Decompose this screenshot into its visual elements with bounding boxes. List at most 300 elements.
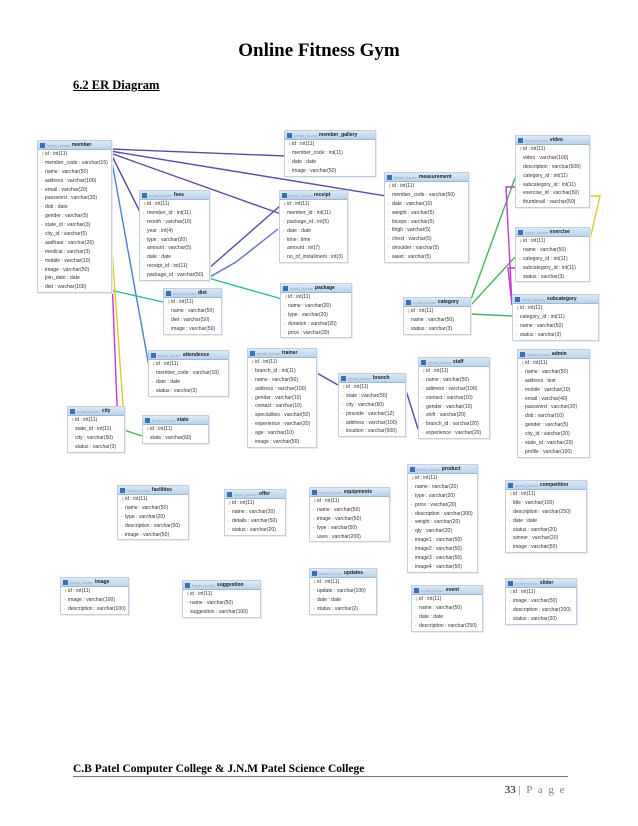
field-label: address : varchar(100) (255, 385, 307, 392)
table-name: subcategory (546, 296, 577, 302)
page-title: Online Fitness Gym (238, 40, 400, 61)
table-field (280, 209, 347, 218)
table-field (225, 508, 285, 517)
table-icon (518, 230, 523, 235)
field-label: gender : varchar(5) (45, 213, 89, 220)
primary-key-icon: ⚷ (64, 588, 68, 593)
table-field (68, 425, 124, 434)
primary-key-icon: ⚷ (251, 359, 255, 364)
table-header[interactable] (516, 228, 589, 237)
field-label: package_id : int(5) (287, 218, 329, 225)
table-name: image (94, 579, 110, 585)
column-icon: ◦ (288, 158, 290, 164)
table-field (516, 246, 589, 255)
table-field (404, 325, 470, 334)
table-field (516, 172, 589, 181)
database-name: beast_house (234, 491, 257, 497)
table-header[interactable] (516, 136, 589, 145)
table-header[interactable] (61, 578, 128, 587)
table-field (61, 587, 128, 596)
table-header[interactable] (506, 579, 576, 588)
table-field (506, 517, 586, 526)
primary-key-icon: ⚷ (388, 183, 392, 188)
field-label: dob : varchar(10) (525, 413, 564, 420)
database-name: beast_house (319, 489, 342, 495)
column-icon: ◦ (342, 428, 344, 434)
database-name: beast_house (149, 192, 172, 198)
field-label: exercise_id : varchar(50) (523, 190, 580, 197)
field-label: date : varchar(10) (392, 200, 433, 207)
field-label: id : int(11) (317, 498, 340, 504)
column-icon: ◦ (521, 404, 523, 410)
table-field (38, 274, 111, 283)
field-label: image : varchar(50) (513, 597, 558, 604)
field-label: email : varchar(40) (525, 395, 568, 402)
column-icon: ◦ (519, 172, 521, 178)
table-name: branch (372, 375, 390, 381)
column-icon: ◦ (422, 412, 424, 418)
table-measurement[interactable] (384, 172, 469, 263)
table-field (310, 497, 389, 506)
field-label: state_id : varchar(20) (525, 440, 574, 447)
table-field (404, 307, 470, 316)
table-header[interactable] (385, 173, 468, 182)
table-header[interactable] (68, 407, 124, 416)
field-label: image1 : varchar(50) (415, 537, 462, 544)
table-header[interactable] (285, 131, 375, 140)
primary-key-icon: ⚷ (519, 146, 523, 151)
table-header[interactable] (280, 191, 347, 200)
table-header[interactable] (419, 358, 489, 367)
column-icon: ◦ (388, 209, 390, 215)
table-field (140, 227, 209, 236)
table-icon (312, 571, 317, 576)
page-label: | P a g e (518, 784, 566, 796)
relation-member-diet (110, 290, 163, 302)
table-field (518, 359, 589, 368)
column-icon: ◦ (519, 199, 521, 205)
table-name: trainer (281, 350, 298, 356)
table-admin[interactable] (517, 349, 590, 458)
table-field (513, 304, 598, 313)
table-field (516, 181, 589, 190)
table-branch[interactable] (338, 373, 406, 437)
table-field (408, 518, 477, 527)
field-label: id : int(11) (513, 491, 536, 497)
column-icon: ◦ (251, 376, 253, 382)
field-label: id : int(11) (68, 588, 91, 594)
field-label: id : int(11) (125, 496, 148, 502)
table-field (281, 302, 351, 311)
primary-key-icon: ⚷ (313, 579, 317, 584)
table-name: measurement (418, 174, 452, 180)
table-name: exercise (549, 229, 570, 235)
table-field (385, 200, 468, 209)
table-header[interactable] (143, 416, 208, 425)
table-header[interactable] (248, 349, 316, 358)
primary-key-icon: ⚷ (283, 201, 287, 206)
table-field (518, 448, 589, 457)
field-label: date : date (287, 227, 312, 234)
table-image[interactable] (60, 577, 129, 615)
primary-key-icon: ⚷ (313, 498, 317, 503)
field-label: id : int(11) (171, 299, 194, 305)
table-field (518, 403, 589, 412)
table-equipments[interactable] (309, 487, 390, 542)
table-facilities[interactable] (117, 485, 189, 540)
table-header[interactable] (310, 488, 389, 497)
field-label: details : varchar(50) (232, 517, 278, 524)
table-field (516, 198, 589, 207)
table-header[interactable] (225, 490, 285, 499)
table-field (281, 311, 351, 320)
table-header[interactable] (140, 191, 209, 200)
table-field (412, 613, 482, 622)
field-label: location : varchar(500) (346, 428, 397, 435)
field-label: password : varchar(20) (45, 195, 98, 202)
field-label: package_id : varchar(50) (147, 272, 204, 279)
field-label: title : varchar(100) (513, 499, 555, 506)
field-label: state : varchar(50) (346, 392, 388, 399)
table-field (248, 385, 316, 394)
table-receipt[interactable] (279, 190, 348, 263)
field-label: qty : varchar(20) (415, 528, 453, 535)
table-field (149, 369, 228, 378)
column-icon: ◦ (411, 563, 413, 569)
table-field (248, 394, 316, 403)
table-field (248, 411, 316, 420)
table-updates[interactable] (309, 568, 377, 615)
relation-category-video (470, 178, 515, 302)
field-label: description : varchar(100) (68, 605, 126, 612)
table-field (164, 316, 221, 325)
field-label: chest : varchar(5) (392, 236, 432, 243)
table-subcategory[interactable] (512, 294, 599, 341)
column-icon: ◦ (284, 320, 286, 326)
table-field (140, 236, 209, 245)
table-field (118, 495, 188, 504)
column-icon: ◦ (407, 325, 409, 331)
field-label: shoulder : varchar(5) (392, 245, 439, 252)
table-staff[interactable] (418, 357, 490, 439)
field-label: type : varchar(50) (317, 524, 357, 531)
column-icon: ◦ (342, 410, 344, 416)
column-icon: ◦ (422, 430, 424, 436)
table-field (506, 588, 576, 597)
column-icon: ◦ (71, 425, 73, 431)
table-icon (341, 376, 346, 381)
field-label: year : int(4) (147, 227, 173, 234)
field-label: image : varchar(100) (68, 596, 115, 603)
column-icon: ◦ (521, 368, 523, 374)
table-icon (40, 143, 45, 148)
database-name: beast_house (428, 359, 451, 365)
table-icon (282, 193, 287, 198)
column-icon: ◦ (521, 377, 523, 383)
field-label: address : text (525, 377, 556, 384)
table-field (280, 227, 347, 236)
table-fees[interactable] (139, 190, 210, 281)
table-field (248, 376, 316, 385)
column-icon: ◦ (415, 613, 417, 619)
table-icon (166, 291, 171, 296)
table-field (518, 439, 589, 448)
field-label: city : varchar(50) (346, 401, 384, 408)
table-field (518, 421, 589, 430)
table-field (285, 140, 375, 149)
section-heading: 6.2 ER Diagram (73, 78, 160, 92)
table-header[interactable] (408, 465, 477, 474)
table-field (513, 331, 598, 340)
column-icon: ◦ (415, 622, 417, 628)
column-icon: ◦ (251, 421, 253, 427)
column-icon: ◦ (121, 522, 123, 528)
table-icon (227, 492, 232, 497)
column-icon: ◦ (283, 209, 285, 215)
column-icon: ◦ (509, 597, 511, 603)
table-field (38, 186, 111, 195)
table-field (385, 244, 468, 253)
table-member-gallery[interactable] (284, 130, 376, 177)
database-name: beast_house (527, 351, 550, 357)
database-name: beast_house (413, 299, 436, 305)
table-field (281, 329, 351, 338)
field-label: update : varchar(100) (317, 587, 366, 594)
table-field (408, 483, 477, 492)
footer-college: C.B Patel Computer College & J.N.M Patel Science College (73, 763, 365, 775)
table-field (408, 536, 477, 545)
table-event[interactable] (411, 585, 483, 632)
table-field (408, 492, 477, 501)
table-field (61, 605, 128, 614)
column-icon: ◦ (41, 213, 43, 219)
table-header[interactable] (118, 486, 188, 495)
table-field (516, 189, 589, 198)
field-label: description : varchar(100) (513, 606, 571, 613)
field-label: name : varchar(50) (419, 604, 463, 611)
column-icon: ◦ (342, 392, 344, 398)
field-label: id : int(11) (288, 294, 311, 300)
table-package[interactable] (280, 283, 352, 338)
field-label: description : varchar(300) (415, 510, 473, 517)
table-field (118, 531, 188, 540)
field-label: dob : date (45, 204, 68, 211)
table-field (285, 149, 375, 158)
database-name: beast_house (152, 417, 175, 423)
column-icon: ◦ (313, 533, 315, 539)
column-icon: ◦ (342, 401, 344, 407)
table-header[interactable] (281, 284, 351, 293)
table-field (419, 420, 489, 429)
relation-branch-staff (404, 384, 418, 429)
field-label: description : varchar(250) (419, 622, 477, 629)
table-exercise[interactable] (515, 227, 590, 282)
table-header[interactable] (339, 374, 405, 383)
page-number-value: 33 (504, 784, 516, 796)
column-icon: ◦ (388, 200, 390, 206)
table-field (164, 298, 221, 307)
table-field (518, 412, 589, 421)
table-icon (520, 352, 525, 357)
table-city[interactable] (67, 406, 125, 453)
table-category[interactable] (403, 297, 471, 335)
database-name: beast_house (294, 132, 317, 138)
column-icon: ◦ (509, 615, 511, 621)
table-field (149, 387, 228, 396)
column-icon: ◦ (509, 606, 511, 612)
table-field (38, 248, 111, 257)
column-icon: ◦ (64, 596, 66, 602)
table-state[interactable] (142, 415, 209, 444)
table-header[interactable] (310, 569, 376, 578)
table-name: fees (173, 192, 184, 198)
table-header[interactable] (404, 298, 470, 307)
column-icon: ◦ (167, 325, 169, 331)
column-icon: ◦ (143, 254, 145, 260)
table-attendence[interactable] (148, 350, 229, 397)
column-icon: ◦ (422, 421, 424, 427)
column-icon: ◦ (411, 519, 413, 525)
table-member[interactable] (37, 140, 112, 293)
table-slider[interactable] (505, 578, 577, 625)
table-name: member (71, 142, 92, 148)
table-field (280, 244, 347, 253)
database-name: beast_house (394, 174, 417, 180)
relation-category-subcategory (470, 314, 512, 316)
field-label: name : varchar(20) (232, 508, 276, 515)
column-icon: ◦ (407, 316, 409, 322)
column-icon: ◦ (313, 506, 315, 512)
field-label: specialities : varchar(50) (255, 412, 311, 419)
field-label: date : date (317, 596, 342, 603)
field-label: name : varchar(50) (411, 316, 455, 323)
table-field (385, 182, 468, 191)
field-label: city_id : varchar(20) (525, 431, 570, 438)
column-icon: ◦ (519, 264, 521, 270)
table-header[interactable] (149, 351, 228, 360)
field-label: contact : varchar(10) (426, 394, 473, 401)
column-icon: ◦ (516, 322, 518, 328)
column-icon: ◦ (509, 508, 511, 514)
column-icon: ◦ (313, 515, 315, 521)
table-header[interactable] (518, 350, 589, 359)
table-field (38, 257, 111, 266)
table-header[interactable] (164, 289, 221, 298)
field-label: id : int(11) (156, 361, 179, 367)
field-label: medical : varchar(3) (45, 248, 91, 255)
column-icon: ◦ (228, 508, 230, 514)
table-field (518, 386, 589, 395)
table-video[interactable] (515, 135, 590, 208)
table-field (408, 527, 477, 536)
field-label: uses : varchar(200) (317, 533, 361, 540)
field-label: diet : varchar(100) (45, 284, 87, 291)
table-product[interactable] (407, 464, 478, 573)
column-icon: ◦ (167, 316, 169, 322)
table-field (225, 517, 285, 526)
table-offer[interactable] (224, 489, 286, 536)
field-label: description : varchar(50) (125, 522, 180, 529)
table-field (118, 522, 188, 531)
column-icon: ◦ (521, 386, 523, 392)
column-icon: ◦ (388, 254, 390, 260)
primary-key-icon: ⚷ (143, 201, 147, 206)
column-icon: ◦ (251, 430, 253, 436)
database-name: beast_house (319, 570, 342, 576)
field-label: id : int(11) (292, 141, 315, 147)
database-name: beast_house (47, 142, 70, 148)
field-label: name : varchar(50) (426, 376, 470, 383)
table-header[interactable] (513, 295, 598, 304)
field-label: price : varchar(20) (415, 501, 457, 508)
database-name: beast_house (348, 375, 371, 381)
table-field (506, 543, 586, 552)
column-icon: ◦ (41, 284, 43, 290)
table-field (339, 427, 405, 436)
table-field (280, 218, 347, 227)
column-icon: ◦ (41, 204, 43, 210)
database-name: beast_house (522, 296, 545, 302)
column-icon: ◦ (41, 239, 43, 245)
table-header[interactable] (506, 481, 586, 490)
column-icon: ◦ (411, 555, 413, 561)
column-icon: ◦ (519, 181, 521, 187)
table-header[interactable] (183, 581, 260, 590)
table-field (310, 524, 389, 533)
table-header[interactable] (38, 141, 111, 150)
column-icon: ◦ (186, 599, 188, 605)
field-label: id : int(11) (150, 426, 173, 432)
table-field (506, 499, 586, 508)
column-icon: ◦ (411, 483, 413, 489)
field-label: member_code : varchar(15) (45, 159, 108, 166)
field-label: name : varchar(50) (255, 376, 299, 383)
column-icon: ◦ (228, 517, 230, 523)
field-label: age : varchar(10) (255, 430, 294, 437)
table-icon (287, 133, 292, 138)
column-icon: ◦ (284, 302, 286, 308)
table-name: facilities (151, 487, 172, 493)
primary-key-icon: ⚷ (41, 151, 45, 156)
column-icon: ◦ (411, 510, 413, 516)
field-label: amount : varchar(5) (147, 245, 192, 252)
field-label: price : varchar(20) (288, 329, 330, 336)
database-name: beast_house (257, 350, 280, 356)
primary-key-icon: ⚷ (509, 589, 513, 594)
field-label: name : varchar(20) (288, 302, 332, 309)
table-field (248, 420, 316, 429)
field-label: id : int(11) (513, 589, 536, 595)
table-diet[interactable] (163, 288, 222, 335)
column-icon: ◦ (313, 587, 315, 593)
table-trainer[interactable] (247, 348, 317, 448)
table-header[interactable] (412, 586, 482, 595)
table-field (149, 378, 228, 387)
database-name: beast_house (77, 408, 100, 414)
table-competition[interactable] (505, 480, 587, 553)
table-suggestion[interactable] (182, 580, 261, 618)
field-label: address : varchar(100) (346, 419, 398, 426)
field-label: address : varchar(100) (45, 177, 97, 184)
table-field (281, 293, 351, 302)
field-label: thumbnail : varchar(50) (523, 199, 576, 206)
column-icon: ◦ (422, 394, 424, 400)
table-field (518, 395, 589, 404)
page-number (505, 784, 566, 796)
database-name: beast_house (192, 582, 215, 588)
field-label: duration : varchar(20) (288, 320, 337, 327)
field-label: city_id : varchar(5) (45, 231, 87, 238)
